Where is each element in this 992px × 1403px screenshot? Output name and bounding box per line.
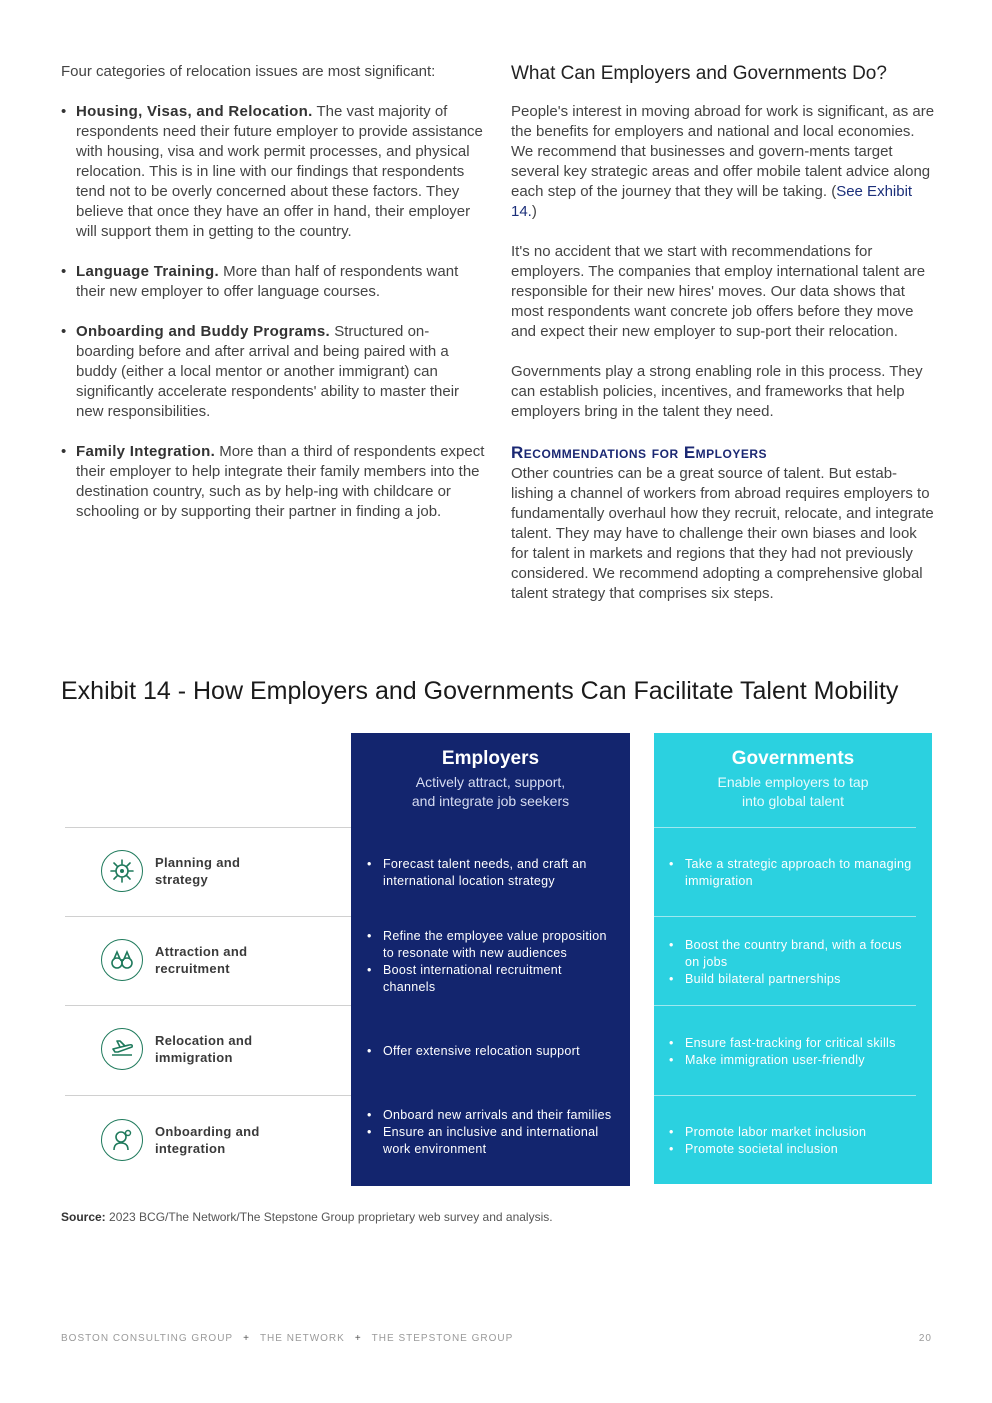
binoculars-icon xyxy=(101,939,143,981)
row-label-attraction xyxy=(101,939,247,981)
paragraph xyxy=(511,102,936,222)
intro-text: Four categories of relocation issues are most significant: xyxy=(61,63,436,80)
employers-title: Employers xyxy=(441,748,540,769)
list-item: • Onboard new arrivals and their families xyxy=(367,1107,617,1124)
list-item: • Refine the employee value proposition to resonate with new audiences xyxy=(367,928,617,962)
exhibit-link[interactable]: See Exhibit 14. xyxy=(511,183,913,220)
item-lead: Housing, Visas, and Relocation. xyxy=(76,103,313,120)
recommendations-heading: Recommendations for Employers xyxy=(511,443,768,462)
employers-cell-attraction xyxy=(367,928,617,996)
item-lead: Family Integration. xyxy=(76,443,216,460)
row-label-line: recruitment xyxy=(155,961,230,976)
row-label-relocation xyxy=(101,1028,252,1070)
section-heading: What Can Employers and Governments Do? xyxy=(511,63,887,84)
row-divider xyxy=(65,1005,351,1006)
governments-header xyxy=(654,747,932,811)
footer-separator: + xyxy=(354,1333,362,1344)
paragraph-text: People's interest in moving abroad for work is significant, as are the benefits for employers and national and local economies. We recommend that businesses and govern-ments target several key strategic areas and offer mobile talent advice along each step of the journey that they will be taking. ( xyxy=(511,103,935,200)
left-column xyxy=(61,62,486,542)
person-gear-icon xyxy=(101,1119,143,1161)
paragraph: It's no accident that we start with recommendations for employers. The companies that employ international talent are responsible for their new hires' moves. Our data shows that most respondents want concrete job offers before they move and expect their new employer to sup-port their relocation. xyxy=(511,243,926,340)
paragraph-text: ) xyxy=(531,203,537,220)
virus-globe-icon xyxy=(101,850,143,892)
paragraph: Governments play a strong enabling role in this process. They can establish policies, incentives, and frameworks that help employers bring in the talent they need. xyxy=(511,363,923,420)
row-label-line: immigration xyxy=(155,1050,233,1065)
source-text: 2023 BCG/The Network/The Stepstone Group proprietary web survey and analysis. xyxy=(105,1210,553,1224)
row-label-line: Planning and xyxy=(155,855,241,870)
paragraph: Other countries can be a great source of talent. But estab-lishing a channel of workers from abroad requires employers to fundamentally overhaul how they recruit, relocate, and integrate talent. They may have to challenge their own biases and look for talent in markets and regions that they had not previously considered. We recommend adopting a comprehensive global talent strategy that comprises six steps. xyxy=(511,465,934,602)
relocation-issues-list xyxy=(61,102,486,522)
row-divider xyxy=(654,916,916,917)
source-label: Source: xyxy=(61,1210,106,1224)
employers-header xyxy=(351,747,630,811)
footer-org: THE NETWORK xyxy=(259,1333,345,1344)
employers-cell-relocation xyxy=(367,1043,617,1060)
list-item: • Boost the country brand, with a focus on jobs xyxy=(669,937,919,971)
page-footer xyxy=(61,1333,932,1344)
page-number: 20 xyxy=(918,1333,932,1344)
employers-subtitle-1: Actively attract, support, xyxy=(415,774,566,790)
row-divider xyxy=(65,1095,351,1096)
footer-org: THE STEPSTONE GROUP xyxy=(371,1333,514,1344)
source-note xyxy=(61,1210,553,1224)
governments-subtitle-2: into global talent xyxy=(742,793,844,809)
list-item: • Forecast talent needs, and craft an international location strategy xyxy=(367,856,617,890)
item-text: More than a third of respondents expect their employer to help integrate their family members into the destination country, such as by help-ing with childcare or schooling or by supporting their partner in finding a job. xyxy=(76,443,485,520)
row-divider xyxy=(654,1005,916,1006)
list-item: • Build bilateral partnerships xyxy=(669,971,919,988)
exhibit-title: Exhibit 14 - How Employers and Governments Can Facilitate Talent Mobility xyxy=(61,677,899,705)
row-label-text xyxy=(155,1123,260,1157)
list-item xyxy=(61,442,486,522)
row-label-text xyxy=(155,1032,252,1066)
item-lead: Language Training. xyxy=(76,263,219,280)
row-label-line: strategy xyxy=(155,872,208,887)
row-divider xyxy=(65,916,351,917)
list-item xyxy=(61,322,486,422)
list-item: • Ensure fast-tracking for critical skills xyxy=(669,1035,919,1052)
row-label-text xyxy=(155,943,247,977)
governments-cell-onboarding xyxy=(669,1124,919,1158)
employers-cell-onboarding xyxy=(367,1107,617,1158)
employers-cell-planning xyxy=(367,856,617,890)
exhibit-table xyxy=(65,733,935,1188)
row-label-text xyxy=(155,854,240,888)
item-text: More than half of respondents want their new employer to offer language courses. xyxy=(76,263,459,300)
list-item: • Promote labor market inclusion xyxy=(669,1124,919,1141)
list-item: • Promote societal inclusion xyxy=(669,1141,919,1158)
row-divider xyxy=(65,827,351,828)
row-label-line: integration xyxy=(155,1141,226,1156)
airplane-icon xyxy=(101,1028,143,1070)
governments-cell-planning xyxy=(669,856,919,890)
footer-org: BOSTON CONSULTING GROUP xyxy=(61,1333,234,1344)
governments-cell-attraction xyxy=(669,937,919,988)
item-text: Structured on-boarding before and after arrival and being paired with a buddy (either a local mentor or another immigrant) can significantly accelerate respondents' ability to master their new responsibilities. xyxy=(76,323,460,420)
item-lead: Onboarding and Buddy Programs. xyxy=(76,323,331,340)
employers-subtitle-2: and integrate job seekers xyxy=(411,793,570,809)
row-label-line: Onboarding and xyxy=(155,1124,260,1139)
row-divider xyxy=(654,827,916,828)
row-label-line: Attraction and xyxy=(155,944,248,959)
right-column xyxy=(511,62,936,604)
list-item: • Take a strategic approach to managing immigration xyxy=(669,856,919,890)
list-item: • Ensure an inclusive and international work environment xyxy=(367,1124,617,1158)
list-item: • Offer extensive relocation support xyxy=(367,1043,617,1060)
row-label-planning xyxy=(101,850,240,892)
list-item xyxy=(61,262,486,302)
item-text: The vast majority of respondents need their future employer to provide assistance with housing, visa and work permit processes, and physical relocation. This is in line with our findings that respondents tend not to be overly concerned about these factors. They believe that once they have an offer in hand, their employer will support them in getting to the country. xyxy=(76,103,483,240)
row-label-line: Relocation and xyxy=(155,1033,253,1048)
governments-cell-relocation xyxy=(669,1035,919,1069)
governments-title: Governments xyxy=(731,748,855,769)
list-item: • Boost international recruitment channels xyxy=(367,962,617,996)
governments-subtitle-1: Enable employers to tap xyxy=(717,774,869,790)
list-item: • Make immigration user-friendly xyxy=(669,1052,919,1069)
footer-separator: + xyxy=(243,1333,250,1344)
row-divider xyxy=(654,1095,916,1096)
list-item xyxy=(61,102,486,242)
row-label-onboarding xyxy=(101,1119,260,1161)
